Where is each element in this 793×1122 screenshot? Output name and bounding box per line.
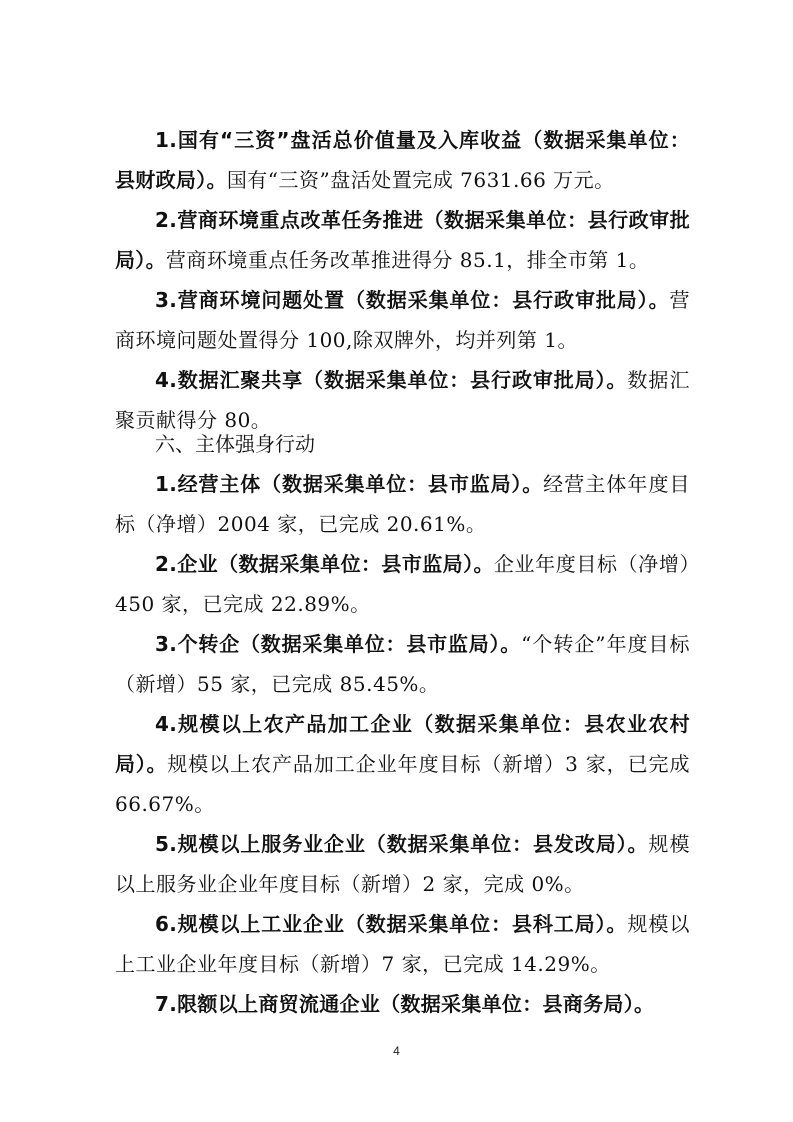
- item-heading: 1.国有“三资”盘活总价值量及入库收益（数据采集单位：县财政局）。: [115, 128, 690, 192]
- item-heading: 3.个转企（数据采集单位：县市监局）。: [155, 632, 522, 656]
- item-heading: 2.企业（数据采集单位：县市监局）。: [155, 552, 494, 576]
- item-text: 数据汇聚贡献得分 80。: [115, 368, 690, 432]
- paragraph-subject-7: [115, 984, 690, 1024]
- item-heading: 1.经营主体（数据采集单位：县市监局）。: [155, 472, 544, 496]
- paragraph-subject-3: [115, 624, 690, 704]
- paragraph-subject-2: [115, 544, 690, 624]
- item-heading: 7.限额以上商贸流通企业（数据采集单位：县商务局）。: [155, 992, 655, 1016]
- item-text: 规模以上服务业企业年度目标（新增）2 家，完成 0%。: [115, 832, 691, 896]
- item-text: 营商环境问题处置得分 100,除双牌外，均并列第 1。: [115, 288, 690, 352]
- item-heading: 5.规模以上服务业企业（数据采集单位：县发改局）。: [155, 832, 649, 856]
- item-text: 营商环境重点任务改革推进得分 85.1，排全市第 1。: [165, 248, 650, 272]
- item-text: 企业年度目标（净增）450 家，已完成 22.89%。: [115, 552, 691, 616]
- paragraph-subject-1: [115, 464, 690, 544]
- item-text: 国有“三资”盘活处置完成 7631.66 万元。: [226, 168, 615, 192]
- page-number: 4: [393, 1044, 400, 1058]
- paragraph-item-1: [115, 120, 690, 200]
- paragraph-subject-5: [115, 824, 690, 904]
- section-heading: 六、主体强身行动: [155, 432, 315, 456]
- paragraph-subject-4: [115, 704, 690, 824]
- item-heading: 6.规模以上工业企业（数据采集单位：县科工局）。: [155, 912, 628, 936]
- paragraph-item-3: [115, 280, 690, 360]
- item-heading: 4.数据汇聚共享（数据采集单位：县行政审批局）。: [155, 368, 628, 392]
- item-text: “个转企”年度目标（新增）55 家，已完成 85.45%。: [115, 632, 691, 696]
- item-text: 规模以上工业企业年度目标（新增）7 家，已完成 14.29%。: [115, 912, 690, 976]
- paragraph-subject-6: [115, 904, 690, 984]
- paragraph-item-2: [115, 200, 690, 280]
- item-heading: 2.营商环境重点改革任务推进（数据采集单位：县行政审批局）。: [115, 208, 690, 272]
- item-text: 经营主体年度目标（净增）2004 家，已完成 20.61%。: [115, 472, 691, 536]
- item-text: 规模以上农产品加工企业年度目标（新增）3 家，已完成 66.67%。: [115, 752, 690, 816]
- item-heading: 4.规模以上农产品加工企业（数据采集单位：县农业农村局）。: [115, 712, 690, 776]
- item-heading: 3.营商环境问题处置（数据采集单位：县行政审批局）。: [155, 288, 670, 312]
